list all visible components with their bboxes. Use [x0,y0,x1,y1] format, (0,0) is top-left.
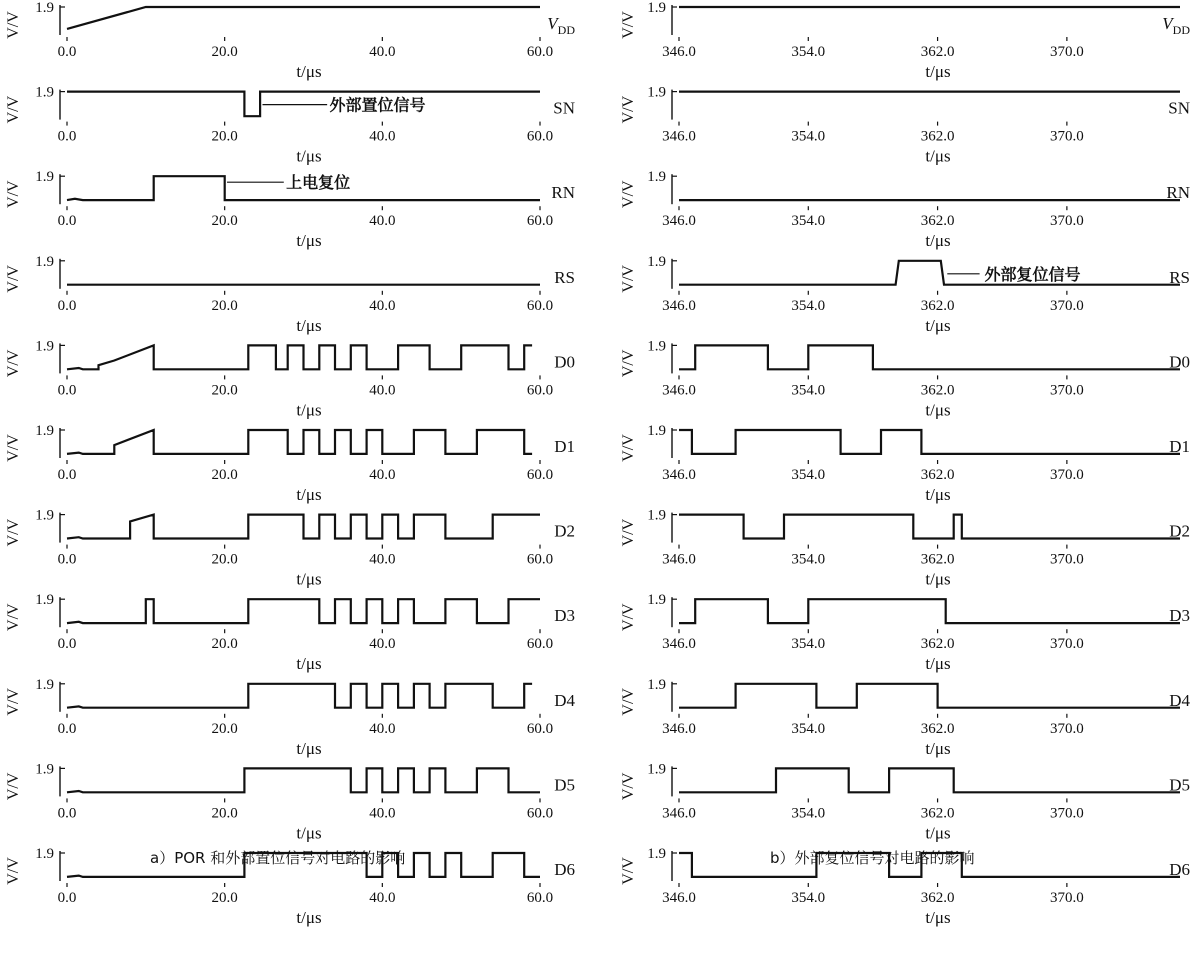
x-tick-label: 362.0 [920,467,955,483]
x-tick-label: 60.0 [526,720,554,737]
row-left-d1 [5,423,575,504]
trace-d0 [67,345,532,369]
x-tick-label: 362.0 [920,636,955,653]
x-tick-label: 40.0 [369,297,396,314]
y-tick-label: 1.9 [647,676,666,693]
row-right-d0 [620,338,1190,419]
y-axis-label: V/V [620,518,637,547]
x-tick-label: 362.0 [920,382,955,399]
x-tick-label: 370.0 [1049,213,1084,230]
signal-label-d1: D1 [554,437,575,456]
x-tick-label: 60.0 [526,890,554,906]
x-tick-label: 20.0 [211,636,238,653]
x-tick-label: 20.0 [211,467,238,483]
x-tick-label: 346.0 [662,382,696,399]
x-axis-label: t/μs [296,146,322,166]
x-tick-label: 60.0 [526,636,554,653]
x-axis-label: t/μs [925,823,951,843]
caption-right: b）外部复位信号对电路的影响 [770,849,975,867]
y-tick-label: 1.9 [647,253,666,270]
y-axis-label: V/V [5,857,22,885]
x-tick-label: 20.0 [211,213,238,230]
row-left-d5 [5,761,575,842]
x-axis-label: t/μs [296,654,322,674]
x-tick-label: 346.0 [662,720,696,737]
row-right-sn [620,85,1190,166]
y-axis-label: V/V [5,349,22,378]
x-tick-label: 362.0 [920,297,955,314]
x-tick-label: 370.0 [1049,297,1084,314]
x-tick-label: 40.0 [369,44,396,60]
trace-d5 [679,768,1180,792]
annotation-label: 外部置位信号 [329,95,426,115]
x-tick-label: 370.0 [1049,551,1084,568]
trace-d4 [67,684,532,708]
y-tick-label: 1.9 [647,761,666,778]
x-tick-label: 60.0 [526,382,554,399]
signal-label-rs: RS [1169,267,1190,287]
y-axis-label: V/V [620,772,637,801]
x-tick-label: 354.0 [791,297,826,314]
x-tick-label: 0.0 [57,467,77,483]
signal-label-v [547,14,575,37]
x-tick-label: 40.0 [369,382,396,399]
x-tick-label: 0.0 [57,382,77,399]
y-axis-label: V/V [620,603,637,631]
x-tick-label: 370.0 [1049,128,1084,145]
row-right-rn [620,169,1190,250]
trace-d3 [67,599,540,623]
y-tick-label: 1.9 [647,84,666,101]
x-tick-label: 0.0 [57,551,77,568]
y-axis-label: V/V [5,434,22,462]
y-tick-label: 1.9 [647,0,666,16]
x-tick-label: 370.0 [1049,636,1084,653]
x-tick-label: 0.0 [57,44,77,60]
y-tick-label: 1.9 [35,761,54,778]
y-axis-label: V/V [620,349,637,378]
x-tick-label: 20.0 [211,720,238,737]
x-tick-label: 40.0 [369,805,396,822]
row-left-d0 [5,338,575,419]
signal-label-main: V [547,14,558,33]
y-axis-label: V/V [5,265,22,293]
x-axis-label: t/μs [925,654,951,674]
x-tick-label: 362.0 [920,44,955,60]
x-tick-label: 60.0 [526,44,554,60]
signal-label-d6: D6 [554,860,575,879]
x-tick-label: 20.0 [211,805,238,822]
y-axis-label: V/V [620,95,637,124]
x-tick-label: 20.0 [211,382,238,399]
x-axis-label: t/μs [296,62,322,81]
row-right-d3 [620,592,1190,673]
y-axis-label: V/V [620,857,637,885]
x-tick-label: 40.0 [369,213,396,230]
x-axis-label: t/μs [296,400,322,420]
x-tick-label: 354.0 [791,636,826,653]
x-tick-label: 0.0 [57,805,77,822]
row-left-d3 [5,592,575,673]
x-axis-label: t/μs [925,146,951,166]
x-tick-label: 0.0 [57,890,77,906]
signal-label-d4: D4 [1169,690,1190,710]
x-tick-label: 40.0 [369,467,396,483]
x-tick-label: 370.0 [1049,44,1084,60]
x-tick-label: 362.0 [920,890,955,906]
signal-label-d6: D6 [1169,860,1190,879]
signal-label-d4: D4 [554,690,575,710]
y-tick-label: 1.9 [35,846,54,862]
signal-label-d3: D3 [554,606,575,626]
x-tick-label: 362.0 [920,213,955,230]
row-left-v [5,0,575,81]
signal-label-d1: D1 [1169,437,1190,456]
x-tick-label: 370.0 [1049,805,1084,822]
x-axis-label: t/μs [925,738,951,758]
trace-sn [67,92,540,117]
y-axis-label: V/V [5,180,22,208]
x-tick-label: 60.0 [526,467,554,483]
y-axis-label: V/V [620,688,637,716]
y-tick-label: 1.9 [35,253,54,270]
signal-label-rn: RN [1166,183,1190,203]
signal-label-subscript: DD [1172,23,1190,37]
annotation-label: 上电复位 [286,173,351,193]
y-tick-label: 1.9 [647,592,666,609]
x-axis-label: t/μs [296,569,322,589]
x-tick-label: 354.0 [791,720,826,737]
x-tick-label: 354.0 [791,467,826,483]
trace-rs [679,261,1180,285]
x-tick-label: 20.0 [211,297,238,314]
trace-d2 [679,515,1180,539]
signal-label-v [1162,14,1190,37]
x-tick-label: 346.0 [662,128,696,145]
x-tick-label: 354.0 [791,213,826,230]
y-axis-label: V/V [5,11,22,39]
x-tick-label: 40.0 [369,636,396,653]
annotation-label: 外部复位信号 [984,264,1081,284]
trace-d1 [67,430,532,454]
row-right-d1 [620,423,1190,504]
x-tick-label: 346.0 [662,297,696,314]
x-axis-label: t/μs [296,315,322,335]
row-right-d4 [620,677,1190,758]
row-left-d2 [5,508,575,589]
y-tick-label: 1.9 [35,338,54,355]
signal-label-d3: D3 [1169,606,1190,626]
signal-label-d2: D2 [1169,521,1190,541]
x-tick-label: 20.0 [211,44,238,60]
x-tick-label: 20.0 [211,128,238,145]
y-tick-label: 1.9 [35,0,54,16]
signal-label-rs: RS [554,267,575,287]
x-tick-label: 354.0 [791,44,826,60]
x-tick-label: 0.0 [57,213,77,230]
x-tick-label: 40.0 [369,890,396,906]
signal-label-rn: RN [551,183,575,203]
y-axis-label: V/V [5,95,22,124]
y-tick-label: 1.9 [647,169,666,186]
trace-d2 [67,515,540,539]
signal-label-d5: D5 [554,775,575,795]
signal-label-d5: D5 [1169,775,1190,795]
caption-left: a）POR 和外部置位信号对电路的影响 [150,849,406,867]
x-tick-label: 354.0 [791,128,826,145]
x-tick-label: 362.0 [920,551,955,568]
x-tick-label: 354.0 [791,382,826,399]
x-tick-label: 354.0 [791,890,826,906]
row-right-rs [620,254,1190,335]
signal-label-d0: D0 [554,352,575,372]
x-axis-label: t/μs [925,569,951,589]
y-axis-label: V/V [5,772,22,801]
row-right-d2 [620,508,1190,589]
signal-label-d0: D0 [1169,352,1190,372]
x-tick-label: 346.0 [662,890,696,906]
trace-d5 [67,768,540,792]
y-axis-label: V/V [620,434,637,462]
x-tick-label: 40.0 [369,551,396,568]
trace-d3 [679,599,1180,623]
x-axis-label: t/μs [925,62,951,81]
signal-label-sn: SN [553,98,575,118]
x-tick-label: 354.0 [791,551,826,568]
x-tick-label: 370.0 [1049,467,1084,483]
x-tick-label: 346.0 [662,213,696,230]
trace-d1 [679,430,1180,454]
y-axis-label: V/V [620,180,637,208]
x-axis-label: t/μs [296,823,322,843]
y-tick-label: 1.9 [35,169,54,186]
row-left-rn [5,169,575,250]
x-tick-label: 60.0 [526,297,554,314]
row-left-sn [5,85,575,166]
x-tick-label: 0.0 [57,297,77,314]
x-tick-label: 354.0 [791,805,826,822]
y-tick-label: 1.9 [35,676,54,693]
panel-left [5,0,575,927]
x-tick-label: 0.0 [57,128,77,145]
x-tick-label: 0.0 [57,720,77,737]
x-tick-label: 20.0 [211,890,238,906]
x-tick-label: 362.0 [920,720,955,737]
x-axis-label: t/μs [925,231,951,251]
y-tick-label: 1.9 [35,423,54,439]
x-axis-label: t/μs [925,908,951,927]
trace-v [67,7,540,29]
trace-d4 [679,684,1180,708]
y-axis-label: V/V [5,518,22,547]
row-right-d5 [620,761,1190,842]
y-tick-label: 1.9 [647,507,666,524]
x-tick-label: 370.0 [1049,720,1084,737]
x-tick-label: 346.0 [662,805,696,822]
x-axis-label: t/μs [296,231,322,251]
y-tick-label: 1.9 [35,592,54,609]
x-tick-label: 40.0 [369,128,396,145]
x-axis-label: t/μs [925,485,951,504]
y-axis-label: V/V [620,265,637,293]
y-tick-label: 1.9 [647,846,666,862]
x-tick-label: 362.0 [920,128,955,145]
x-axis-label: t/μs [925,400,951,420]
x-tick-label: 346.0 [662,636,696,653]
trace-d0 [679,345,1180,369]
x-tick-label: 60.0 [526,805,554,822]
panel-right [620,0,1190,927]
y-tick-label: 1.9 [647,423,666,439]
x-tick-label: 60.0 [526,551,554,568]
x-axis-label: t/μs [925,315,951,335]
y-tick-label: 1.9 [647,338,666,355]
signal-label-main: V [1162,14,1173,33]
signal-label-d2: D2 [554,521,575,541]
x-tick-label: 0.0 [57,636,77,653]
x-tick-label: 346.0 [662,551,696,568]
x-tick-label: 370.0 [1049,382,1084,399]
x-tick-label: 370.0 [1049,890,1084,906]
x-tick-label: 20.0 [211,551,238,568]
x-tick-label: 346.0 [662,44,696,60]
y-tick-label: 1.9 [35,84,54,101]
y-axis-label: V/V [620,11,637,39]
x-axis-label: t/μs [296,738,322,758]
y-axis-label: V/V [5,688,22,716]
x-axis-label: t/μs [296,485,322,504]
x-tick-label: 40.0 [369,720,396,737]
row-left-rs [5,254,575,335]
signal-label-sn: SN [1168,98,1190,118]
signal-label-subscript: DD [557,23,575,37]
x-axis-label: t/μs [296,908,322,927]
x-tick-label: 346.0 [662,467,696,483]
y-tick-label: 1.9 [35,507,54,524]
row-left-d4 [5,677,575,758]
x-tick-label: 60.0 [526,213,554,230]
x-tick-label: 60.0 [526,128,554,145]
row-right-v [620,0,1190,81]
x-tick-label: 362.0 [920,805,955,822]
y-axis-label: V/V [5,603,22,631]
